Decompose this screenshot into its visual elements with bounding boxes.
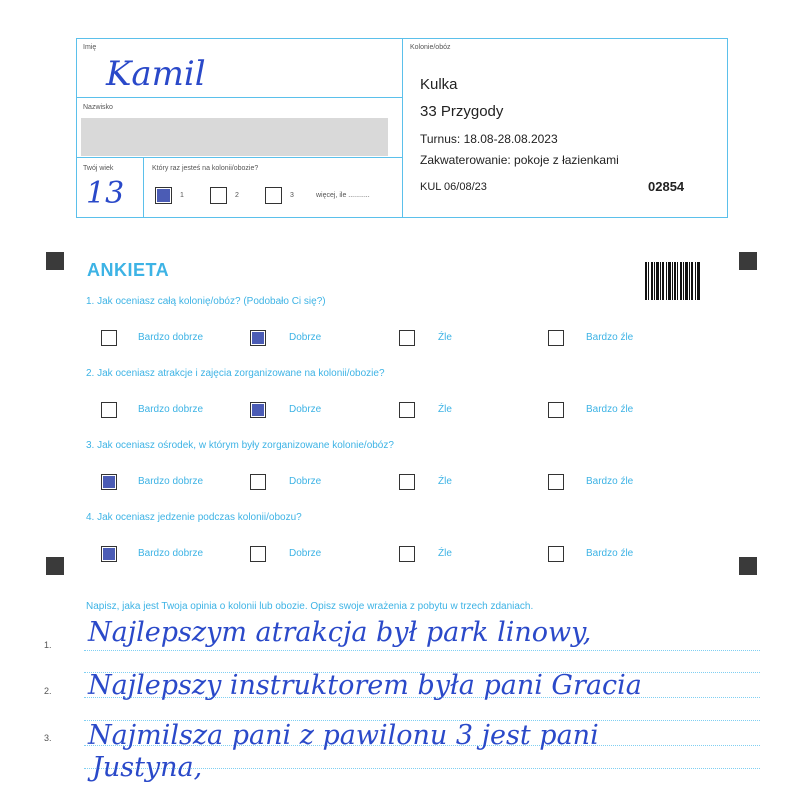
wiek-value: 13 [86, 176, 125, 211]
question-3-option-2: Dobrze [289, 476, 322, 487]
registration-marker-bottom-left [46, 557, 64, 575]
line-number-1: 1. [44, 640, 52, 650]
imie-value: Kamil [106, 54, 206, 94]
header-row-divider-2 [76, 157, 402, 158]
question-4-text: 4. Jak oceniasz jedzenie podczas kolonii/obozu? [86, 512, 302, 523]
question-4-option-1: Bardzo dobrze [138, 548, 204, 559]
question-2-option-2: Dobrze [289, 404, 322, 415]
form-number: 02854 [648, 179, 685, 194]
visit-count-checkbox-1[interactable] [155, 187, 172, 204]
line-number-3: 3. [44, 733, 52, 743]
question-2-option-4: Bardzo źle [586, 404, 634, 415]
question-2-option-1: Bardzo dobrze [138, 404, 204, 415]
question-1-checkbox-4[interactable] [548, 330, 564, 346]
registration-marker-top-right [739, 252, 757, 270]
question-1-option-3: Źle [438, 332, 452, 343]
nazwisko-label: Nazwisko [83, 104, 113, 111]
registration-marker-top-left [46, 252, 64, 270]
wiek-label: Twój wiek [83, 165, 114, 172]
question-3-checkbox-2[interactable] [250, 474, 266, 490]
turnus: Turnus: 18.08-28.08.2023 [420, 132, 558, 146]
question-2-option-3: Źle [438, 404, 452, 415]
visit-count-checkbox-2[interactable] [210, 187, 227, 204]
camp-code: KUL 06/08/23 [420, 181, 487, 193]
question-3-checkbox-1[interactable] [101, 474, 117, 490]
question-4-checkbox-1[interactable] [101, 546, 117, 562]
question-1-checkbox-3[interactable] [399, 330, 415, 346]
opinion-line-4: Justyna, [92, 752, 203, 783]
question-4-option-2: Dobrze [289, 548, 322, 559]
question-4-checkbox-3[interactable] [399, 546, 415, 562]
opinion-line-1: Najlepszym atrakcja był park linowy, [88, 617, 592, 648]
line-number-2: 2. [44, 686, 52, 696]
question-2-text: 2. Jak oceniasz atrakcje i zajęcia zorganizowane na kolonii/obozie? [86, 368, 385, 379]
barcode-icon [645, 262, 701, 300]
ktory-raz-label: Który raz jesteś na kolonii/obozie? [152, 165, 259, 172]
nazwisko-redacted [81, 118, 388, 156]
question-3-text: 3. Jak oceniasz ośrodek, w którym były zorganizowane kolonie/obóz? [86, 440, 394, 451]
visit-count-checkbox-3[interactable] [265, 187, 282, 204]
visit-count-option-3: 3 [290, 192, 294, 199]
question-2-checkbox-3[interactable] [399, 402, 415, 418]
opinion-line-2: Najlepszy instruktorem była pani Gracia [88, 670, 642, 701]
question-1-text: 1. Jak oceniasz całą kolonię/obóz? (Podobało Ci się?) [86, 296, 326, 307]
question-3-option-4: Bardzo źle [586, 476, 634, 487]
question-1-checkbox-1[interactable] [101, 330, 117, 346]
visit-count-option-2: 2 [235, 192, 239, 199]
question-2-checkbox-4[interactable] [548, 402, 564, 418]
age-divider [143, 157, 144, 218]
zakwaterowanie: Zakwaterowanie: pokoje z łazienkami [420, 153, 619, 167]
question-3-checkbox-3[interactable] [399, 474, 415, 490]
question-2-checkbox-2[interactable] [250, 402, 266, 418]
question-4-option-4: Bardzo źle [586, 548, 634, 559]
camp-program: 33 Przygody [420, 103, 504, 120]
question-1-option-1: Bardzo dobrze [138, 332, 204, 343]
question-1-option-2: Dobrze [289, 332, 322, 343]
question-4-checkbox-4[interactable] [548, 546, 564, 562]
question-3-option-3: Źle [438, 476, 452, 487]
header-divider [402, 38, 403, 218]
question-2-checkbox-1[interactable] [101, 402, 117, 418]
visit-count-more: więcej, ile ........... [316, 192, 370, 199]
opinion-line-3: Najmilsza pani z pawilonu 3 jest pani [88, 720, 599, 751]
survey-title: ANKIETA [87, 260, 170, 280]
question-3-option-1: Bardzo dobrze [138, 476, 204, 487]
opinion-prompt: Napisz, jaka jest Twoja opinia o kolonii lub obozie. Opisz swoje wrażenia z pobytu w trzech zdaniach. [86, 601, 534, 612]
answer-line-1 [84, 650, 760, 651]
camp-name: Kulka [420, 76, 458, 93]
question-3-checkbox-4[interactable] [548, 474, 564, 490]
kolonie-label: Kolonie/obóz [410, 44, 451, 51]
header-row-divider-1 [76, 97, 402, 98]
imie-label: Imię [83, 44, 97, 51]
visit-count-option-1: 1 [180, 192, 184, 199]
question-1-option-4: Bardzo źle [586, 332, 634, 343]
question-4-option-3: Źle [438, 548, 452, 559]
registration-marker-bottom-right [739, 557, 757, 575]
question-4-checkbox-2[interactable] [250, 546, 266, 562]
question-1-checkbox-2[interactable] [250, 330, 266, 346]
